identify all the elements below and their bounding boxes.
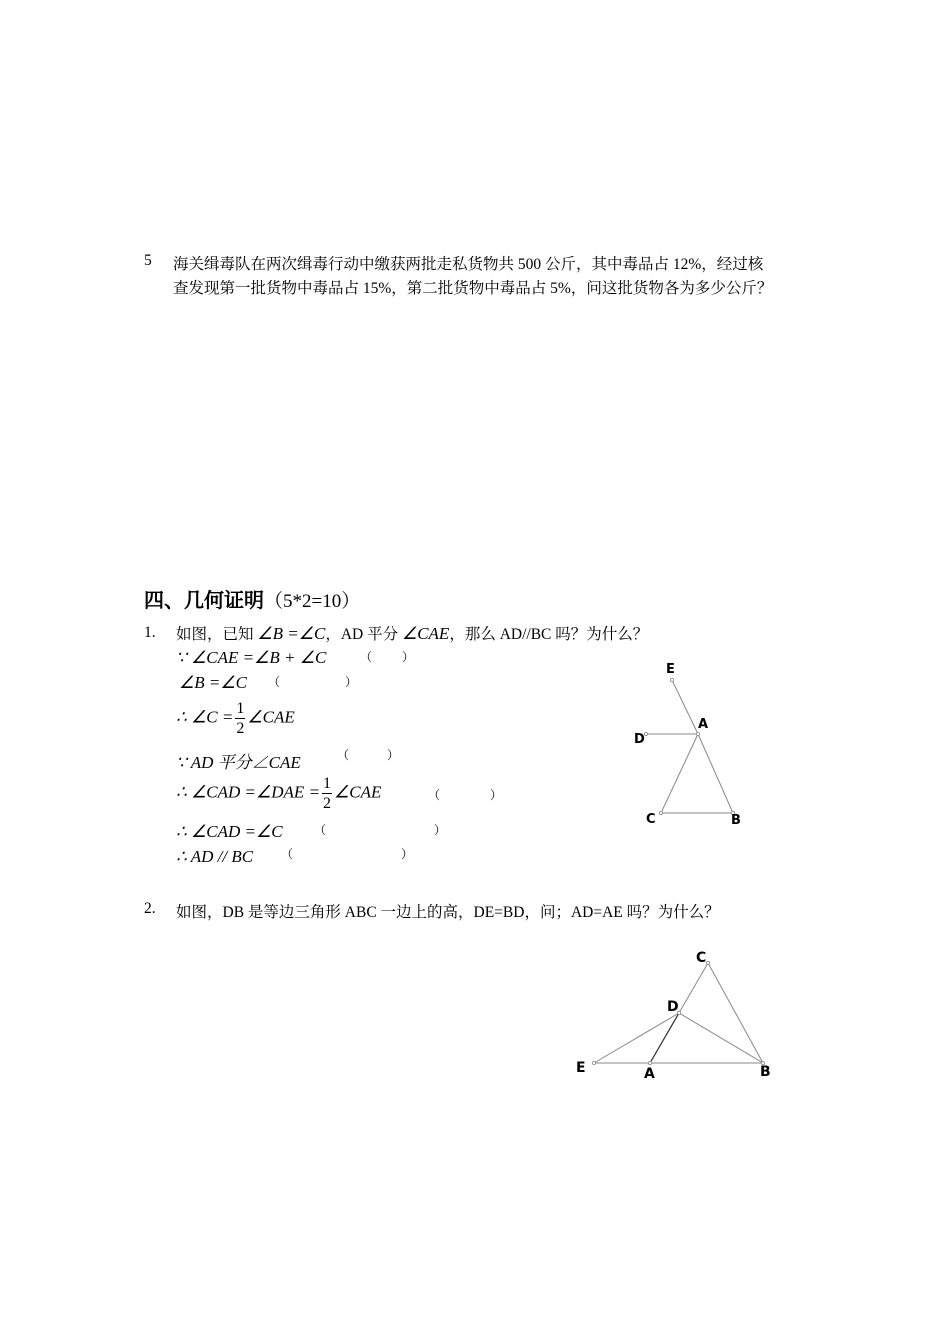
- figure-1-triangle: [620, 655, 760, 835]
- problem-5-text-line-2: 查发现第一批货物中毒品占 15%，第二批货物中毒品占 5%，问这批货物各为多少公斤？: [173, 280, 773, 297]
- problem-5-number: 5: [144, 252, 152, 269]
- question-1-prompt-a: 如图，已知: [176, 626, 254, 643]
- question-1-prompt-c: ，那么 AD//BC 吗？为什么？: [449, 626, 649, 643]
- reason-blank-4: （ ）: [428, 788, 503, 802]
- proof-step-4: ∵ AD 平分∠CAE: [176, 753, 301, 772]
- label-A: A: [698, 717, 709, 732]
- proof-step-5: ∴ ∠CAD =∠DAE = $\frac{1}{2}$ ∠CAE: [176, 775, 382, 812]
- reason-blank-6: （ ）: [281, 847, 414, 861]
- figure-2-triangle: [570, 945, 790, 1085]
- question-1-number: 1.: [144, 624, 156, 641]
- proof-step-2: ∠B =∠C: [179, 673, 247, 692]
- reason-blank-2: （ ）: [268, 675, 358, 689]
- label-C: C: [696, 950, 707, 966]
- given-angle-equation: ∠B =∠C: [257, 624, 326, 643]
- question-2-number: 2.: [144, 900, 156, 917]
- label-E: E: [576, 1060, 586, 1076]
- bisected-angle: ∠CAE: [401, 624, 450, 643]
- label-B: B: [731, 813, 741, 828]
- proof-step-3: ∴ ∠C = $\frac{1}{2}$ ∠CAE: [176, 700, 295, 737]
- label-B: B: [760, 1064, 771, 1080]
- question-1-prompt: [176, 622, 648, 644]
- fraction-one-half: $\frac{1}{2}$: [236, 700, 245, 737]
- label-D: D: [667, 999, 679, 1015]
- reason-blank-3: （ ）: [337, 748, 400, 762]
- reason-blank-1: （ ）: [360, 650, 415, 664]
- label-D: D: [634, 732, 645, 747]
- label-A: A: [644, 1066, 655, 1082]
- proof-step-1: ∵ ∠CAE =∠B + ∠C: [176, 648, 327, 667]
- problem-5-text-line-1: 海关缉毒队在两次缉毒行动中缴获两批走私货物共 500 公斤，其中毒品占 12%，经过核: [173, 256, 764, 273]
- section-points: （5*2=10）: [264, 591, 361, 612]
- section-title: 四、几何证明: [144, 588, 264, 612]
- proof-step-7: ∴ AD // BC: [176, 847, 254, 866]
- question-2-prompt: 如图，DB 是等边三角形 ABC 一边上的高，DE=BD，问；AD=AE 吗？为什么？: [176, 904, 720, 921]
- section-heading: [144, 584, 360, 613]
- fraction-one-half: $\frac{1}{2}$: [323, 775, 332, 812]
- label-E: E: [666, 662, 675, 677]
- proof-step-6: ∴ ∠CAD =∠C: [176, 822, 283, 841]
- label-C: C: [646, 812, 656, 827]
- reason-blank-5: （ ）: [314, 823, 447, 837]
- question-1-prompt-b: ，AD 平分: [325, 626, 399, 643]
